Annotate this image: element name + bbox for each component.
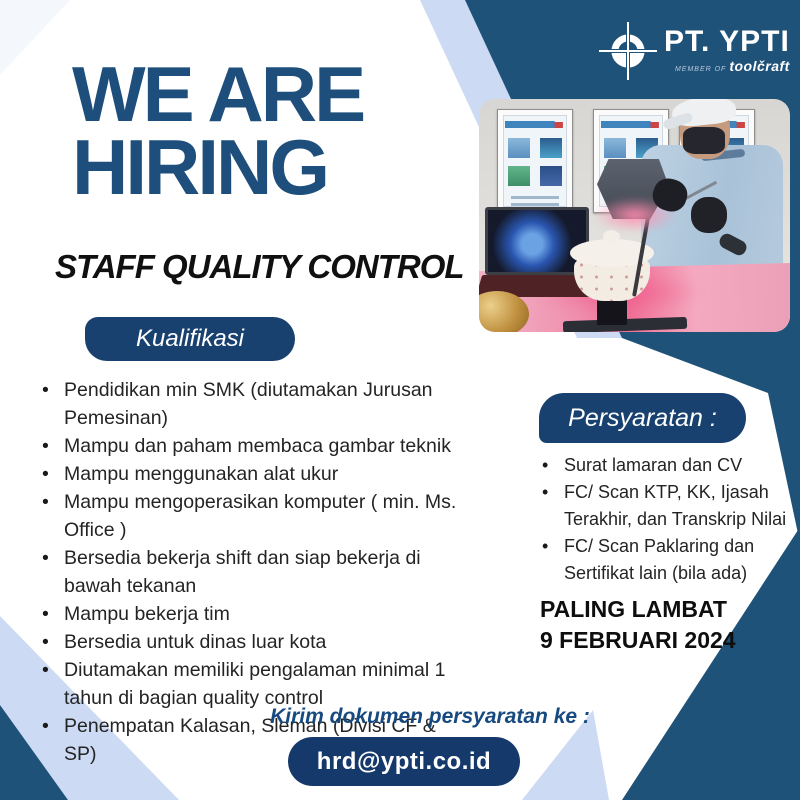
qualification-item: • Bersedia untuk dinas luar kota xyxy=(40,628,472,656)
requirement-item: • FC/ Scan Paklaring dan Sertifikat lain (bila ada) xyxy=(540,533,792,587)
qualifications-heading-pill xyxy=(85,317,295,361)
headline xyxy=(72,50,364,211)
member-of-label: MEMBER OF xyxy=(674,66,727,73)
requirements-heading-pill xyxy=(539,393,746,443)
qualification-item: • Mampu menggunakan alat ukur xyxy=(40,460,472,488)
member-brand-name: toolčraft xyxy=(729,58,790,74)
qualification-item: • Penempatan Kalasan, Sleman (Divisi CF & SP) xyxy=(40,712,472,768)
qualification-item: • Mampu bekerja tim xyxy=(40,600,472,628)
crosshair-logo-icon xyxy=(598,21,658,81)
deadline xyxy=(540,594,736,656)
qualifications-heading: Kualifikasi xyxy=(135,325,245,352)
requirements-list xyxy=(540,452,792,587)
email-address: hrd@ypti.co.id xyxy=(316,747,492,775)
deadline-date: 9 FEBRUARI 2024 xyxy=(540,627,736,653)
company-name: PT. YPTI xyxy=(664,25,790,58)
headline-line1: WE ARE xyxy=(72,50,364,138)
email-button[interactable] xyxy=(288,737,520,786)
requirements-heading: Persyaratan : xyxy=(568,403,717,432)
top-left-faint-triangle xyxy=(0,0,70,75)
qualification-item: • Bersedia bekerja shift dan siap bekerja di bawah tekanan xyxy=(40,544,472,600)
framed-poster xyxy=(497,109,573,213)
requirement-item: • FC/ Scan KTP, KK, Ijasah Terakhir, dan Transkrip Nilai xyxy=(540,479,792,533)
requirement-item: • Surat lamaran dan CV xyxy=(540,452,792,479)
worker-glove-right xyxy=(691,197,727,233)
qualification-item: • Mampu dan paham membaca gambar teknik xyxy=(40,432,472,460)
pot-knob xyxy=(603,230,620,243)
logo-text xyxy=(664,27,790,75)
workplace-photo xyxy=(479,99,790,332)
member-line xyxy=(664,59,790,75)
qualification-item: • Diutamakan memiliki pengalaman minimal 1 tahun di bagian quality control xyxy=(40,656,472,712)
qualification-item: • Pendidikan min SMK (diutamakan Jurusan Pemesinan) xyxy=(40,376,472,432)
pot-stand xyxy=(597,297,627,325)
face-mask xyxy=(683,127,725,154)
deadline-label: PALING LAMBAT xyxy=(540,596,727,622)
send-instruction: Kirim dokumen persyaratan ke : xyxy=(270,705,590,728)
qualification-item: • Mampu mengoperasikan komputer ( min. Ms. Office ) xyxy=(40,488,472,544)
headline-line2: HIRING xyxy=(72,122,327,211)
position-title: STAFF QUALITY CONTROL xyxy=(55,248,464,285)
company-logo xyxy=(598,16,798,86)
